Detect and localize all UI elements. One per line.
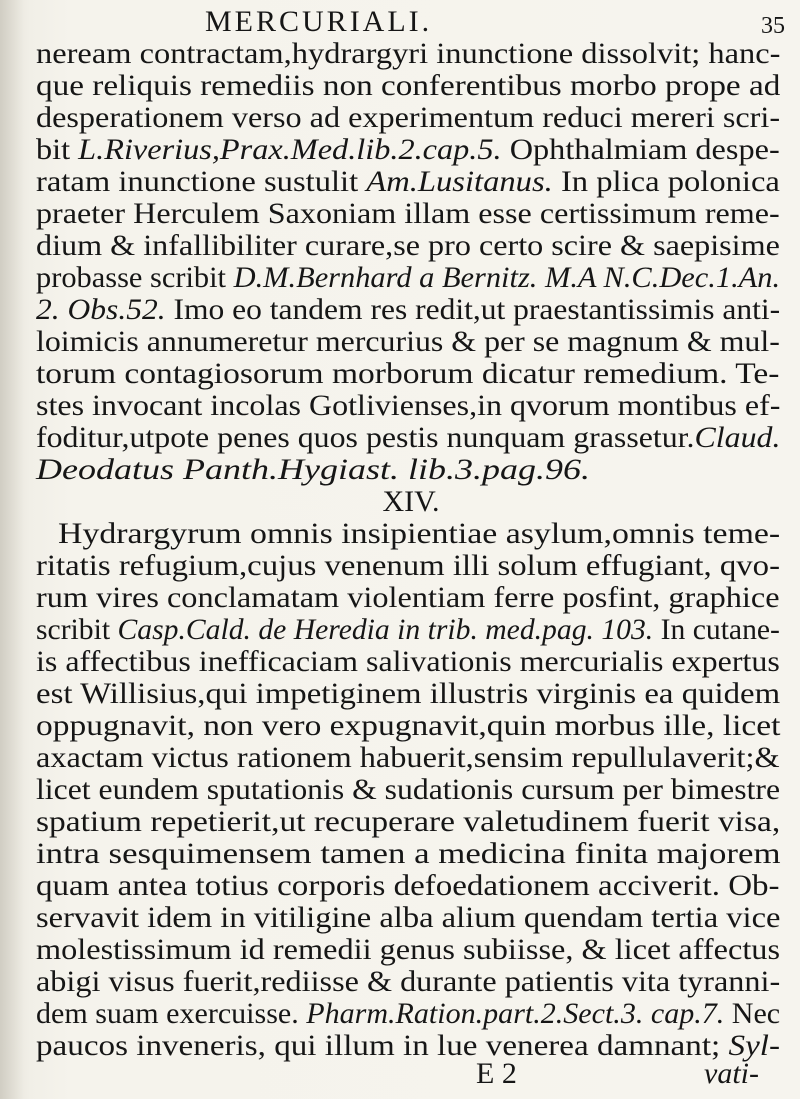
text-run: Nec <box>724 997 781 1030</box>
text-run: is affectibus inefficaciam salivationis mercurialis expertus <box>36 645 780 678</box>
text-run: In cutane- <box>653 613 780 646</box>
text-run: dium & infallibiliter curare,se pro certo scire & saepisime <box>36 229 780 262</box>
signature-mark: E 2 <box>476 1057 517 1090</box>
page-number: 35 <box>761 13 785 39</box>
citation: D.M.Bernhard a Bernitz. M.A N.C.Dec.1.An. <box>233 261 781 294</box>
text-run: rum vires conclamatam violentiam ferre posfint, graphice <box>36 581 780 614</box>
text-run: quam antea totius corporis defoedationem acciverit. Ob- <box>36 869 780 902</box>
gutter-shadow <box>0 0 24 1099</box>
text-run: servavit idem in vitiligine alba alium quendam tertia vice <box>36 901 781 934</box>
text-run: abigi visus fuerit,rediisse & durante patientis vita tyranni- <box>36 965 781 998</box>
footer-line <box>36 1054 786 1094</box>
text-run: praeter Herculem Saxoniam illam esse certissimum reme- <box>36 197 780 230</box>
citation: Deodatus Panth.Hygiast. lib.3.pag.96. <box>36 453 590 486</box>
section-number-label: XIV. <box>382 485 440 518</box>
text-run: spatium repetierit,ut recuperare valetudinem fuerit visa, <box>36 805 781 838</box>
text-run: oppugnavit, non vero expugnavit,quin morbus ille, licet <box>36 709 781 742</box>
citation: 2. Obs.52. <box>36 293 166 326</box>
text-run: est Willisius,qui impetiginem illustris virginis ea quidem <box>36 677 781 710</box>
text-run: loimicis annumeretur mercurius & per se magnum & mul- <box>36 325 780 358</box>
text-run: Hydrargyrum omnis insipientiae asylum,omnis teme- <box>58 517 781 550</box>
text-run: dem suam exercuisse. <box>36 997 307 1030</box>
text-run: neream contractam,hydrargyri inunctione dissolvit; hanc- <box>36 37 781 70</box>
citation: Am.Lusitanus. <box>366 165 553 198</box>
text-run: que reliquis remediis non conferentibus morbo prope ad <box>36 69 781 102</box>
text-run: ritatis refugium,cujus venenum illi solum effugiant, qvo- <box>36 549 780 582</box>
text-run: intra sesquimensem tamen a medicina finita majorem <box>36 837 781 870</box>
text-run: bit <box>36 133 79 166</box>
text-run: stes invocant incolas Gotlivienses,in qvorum montibus ef- <box>36 389 781 422</box>
text-run: foditur,utpote penes quos pestis nunquam grassetur. <box>36 421 695 454</box>
text-run: ratam inunctione sustulit <box>36 165 367 198</box>
catchword: vati- <box>704 1057 759 1090</box>
text-run: molestissimum id remedii genus subiisse, & licet affectus <box>36 933 781 966</box>
citation: Casp.Cald. de Heredia in trib. med.pag. 103. <box>117 613 654 646</box>
body-text <box>36 34 786 1094</box>
citation: Pharm.Ration.part.2.Sect.3. cap.7. <box>306 997 725 1030</box>
citation: L.Riverius,Prax.Med.lib.2.cap.5. <box>78 133 502 166</box>
citation: Syl- <box>728 1029 780 1062</box>
text-run: licet eundem sputationis & sudationis cursum per bimestre <box>36 773 781 806</box>
text-run: desperationem verso ad experimentum reduci mereri scri- <box>36 101 781 134</box>
citation: Claud. <box>694 421 781 454</box>
text-run: Ophthalmiam despe- <box>501 133 780 166</box>
running-head: MERCURIALI. <box>205 5 433 38</box>
text-run: paucos inveneris, qui illum in lue venerea damnant; <box>36 1029 729 1062</box>
text-run: Imo eo tandem res redit,ut praestantissimis anti- <box>165 293 781 326</box>
text-run: scribit <box>36 613 118 646</box>
text-run: probasse scribit <box>36 261 234 294</box>
text-run: torum contagiosorum morborum dicatur remedium. Te- <box>36 357 780 390</box>
text-run: In plica polonica <box>552 165 780 198</box>
text-run: axactam victus rationem habuerit,sensim repullulaverit;& <box>36 741 780 774</box>
